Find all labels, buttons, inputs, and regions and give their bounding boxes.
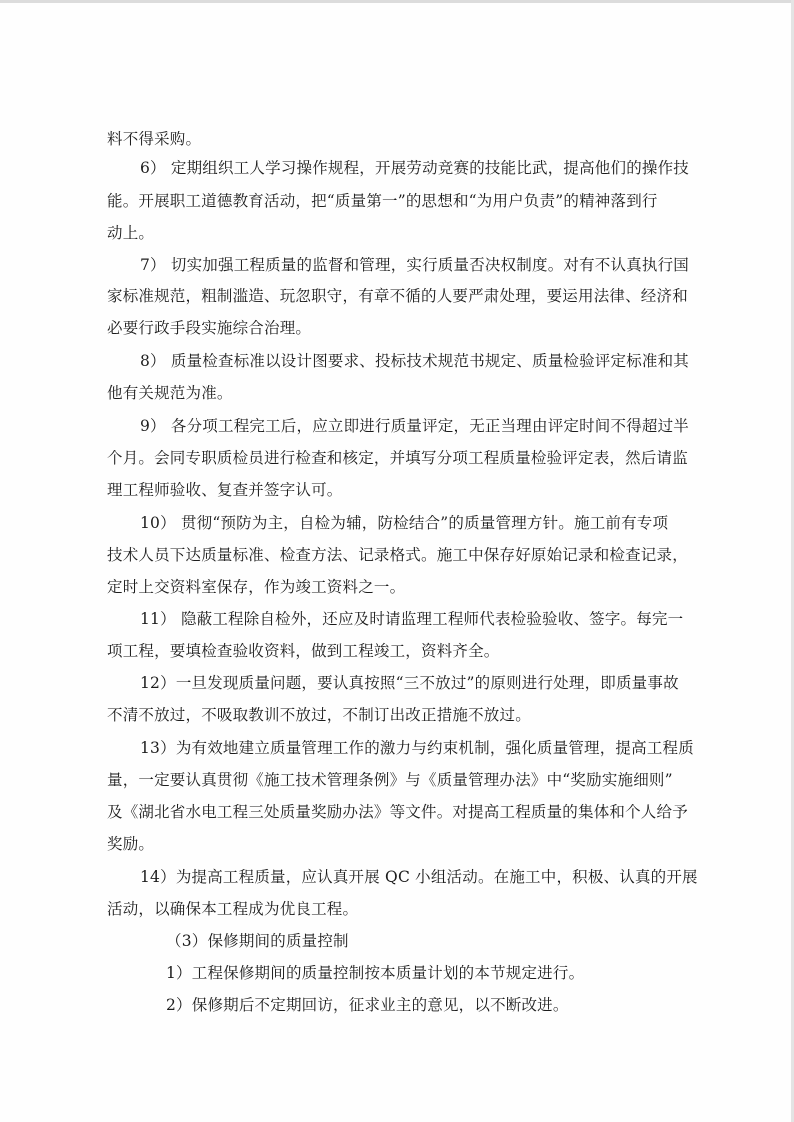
text-line: 10） 贯彻“预防为主，自检为辅，防检结合”的质量管理方针。施工前有专项 (140, 514, 669, 532)
text-line: 7） 切实加强工程质量的监督和管理，实行质量否决权制度。对有不认真执行国 (140, 256, 689, 274)
text-line: 13）为有效地建立质量管理工作的激力与约束机制，强化质量管理，提高工程质 (140, 739, 694, 757)
section-heading: （3）保修期间的质量控制 (166, 932, 349, 950)
text-line: 定时上交资料室保存，作为竣工资料之一。 (107, 578, 406, 596)
text-line: 及《湖北省水电工程三处质量奖励办法》等文件。对提高工程质量的集体和个人给予 (107, 803, 688, 821)
text-line: 14）为提高工程质量，应认真开展 QC 小组活动。在施工中，积极、认真的开展 (140, 868, 698, 886)
text-line: 项工程，要填检查验收资料，做到工程竣工，资料齐全。 (107, 642, 500, 660)
text-line: 活动，以确保本工程成为优良工程。 (107, 900, 359, 918)
text-line: 8） 质量检查标准以设计图要求、投标技术规范书规定、质量检验评定标准和其 (140, 352, 689, 370)
text-line: 12）一旦发现质量问题，要认真按照“三不放过”的原则进行处理，即质量事故 (140, 674, 679, 692)
text-line: 6） 定期组织工人学习操作规程，开展劳动竞赛的技能比武，提高他们的操作技 (140, 159, 689, 177)
text-line: 料不得采购。 (107, 130, 202, 148)
text-line: 理工程师验收、复查并签字认可。 (107, 481, 343, 499)
text-line: 2）保修期后不定期回访，征求业主的意见，以不断改进。 (166, 996, 569, 1014)
text-line: 1）工程保修期间的质量控制按本质量计划的本节规定进行。 (166, 964, 585, 982)
text-line: 能。开展职工道德教育活动，把“质量第一”的思想和“为用户负责”的精神落到行 (107, 192, 658, 210)
text-line: 11） 隐蔽工程除自检外，还应及时请监理工程师代表检验验收、签字。每完一 (140, 610, 684, 628)
text-line: 必要行政手段实施综合治理。 (107, 319, 312, 337)
text-line: 个月。会同专职质检员进行检查和核定，并填写分项工程质量检验评定表，然后请监 (107, 449, 688, 467)
text-line: 动上。 (107, 224, 155, 242)
scan-edge-top (0, 0, 794, 3)
text-line: 不清不放过，不吸取教训不放过，不制订出改正措施不放过。 (107, 706, 531, 724)
text-line: 他有关规范为准。 (107, 384, 233, 402)
text-line: 家标准规范，粗制滥造、玩忽职守，有章不循的人要严肃处理，要运用法律、经济和 (107, 287, 688, 305)
text-line: 奖励。 (107, 835, 155, 853)
text-line: 量，一定要认真贯彻《施工技术管理条例》与《质量管理办法》中“奖励实施细则” (107, 771, 673, 789)
text-line: 技术人员下达质量标准、检查方法、记录格式。施工中保存好原始记录和检查记录， (107, 546, 688, 564)
text-line: 9） 各分项工程完工后，应立即进行质量评定，无正当理由评定时间不得超过半 (140, 417, 689, 435)
